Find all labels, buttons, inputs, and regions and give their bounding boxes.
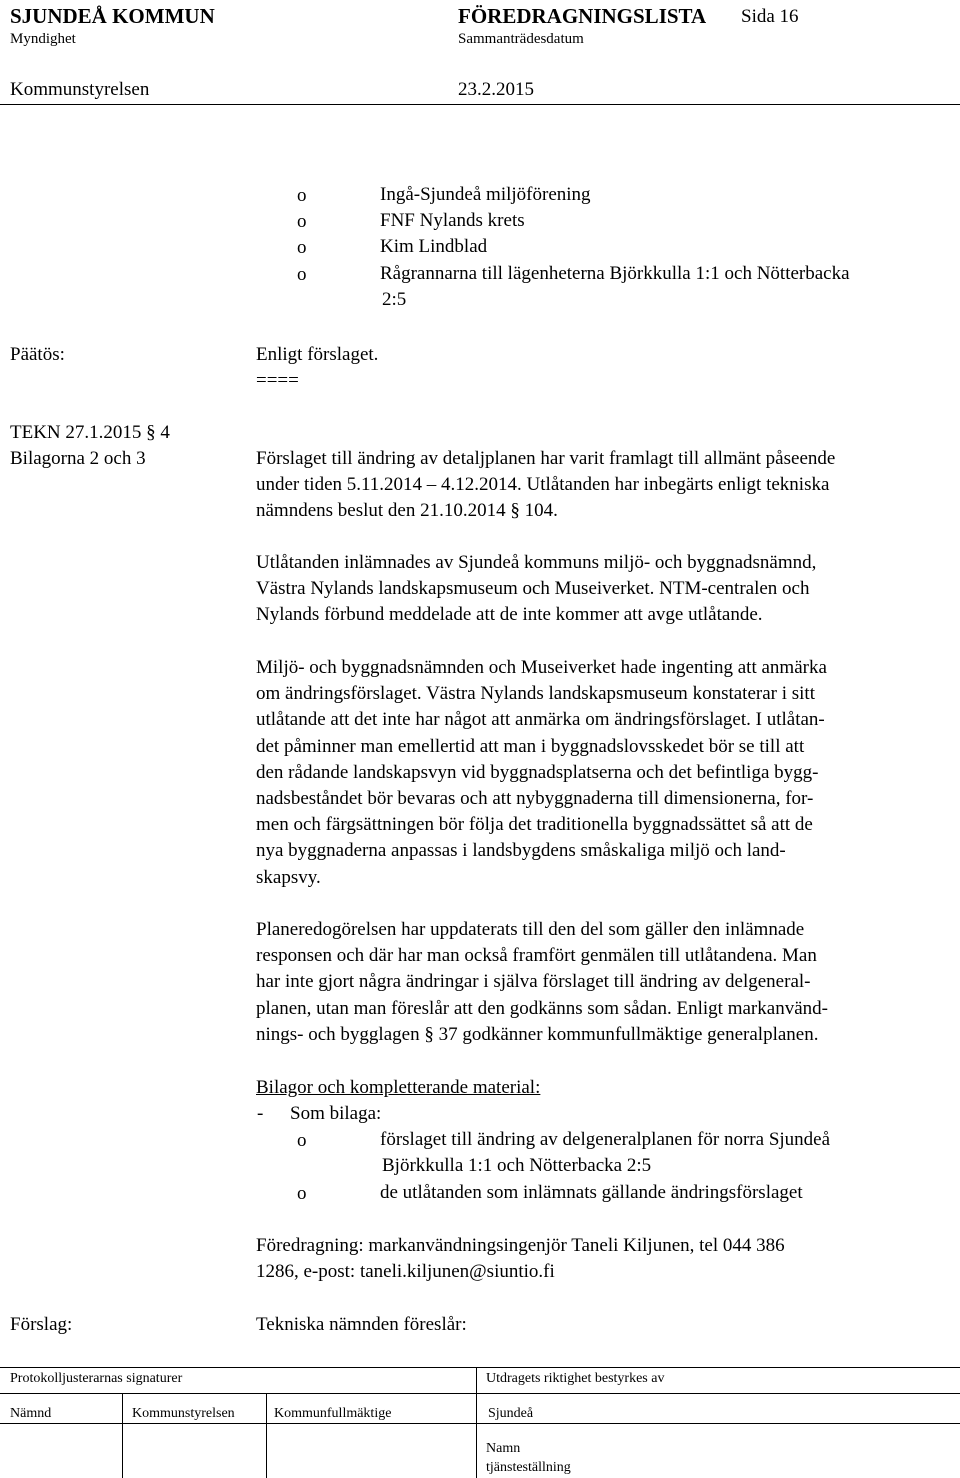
paragraph-line: Nylands förbund meddelade att de inte kommer att avge utlåtande. <box>256 604 763 626</box>
item-reference: TEKN 27.1.2015 § 4 <box>10 422 170 443</box>
proposal-text: Tekniska nämnden föreslår: <box>256 1314 467 1335</box>
paragraph-line: under tiden 5.11.2014 – 4.12.2014. Utlåtanden har inbegärts enligt tekniska <box>256 474 830 496</box>
date-label: Sammanträdesdatum <box>458 31 584 47</box>
paragraph-line: planen, utan man föreslår att den godkänns som sådan. Enligt markanvänd- <box>256 997 828 1019</box>
signature-column-council: Kommunfullmäktige <box>274 1406 392 1421</box>
bullet-marker: o <box>297 1130 307 1151</box>
decision-separator: ==== <box>256 370 299 391</box>
bullet-marker: o <box>297 264 307 285</box>
recipient-item: Rågrannarna till lägenheterna Björkkulla 1:1 och Nötterbacka <box>380 263 850 284</box>
dash-marker: - <box>257 1103 264 1124</box>
signature-column-board: Nämnd <box>10 1406 52 1421</box>
attachment-item: de utlåtanden som inlämnats gällande ändringsförslaget <box>380 1182 803 1203</box>
attachments-heading: Bilagor och kompletterande material: <box>256 1077 541 1098</box>
paragraph-line: Utlåtanden inlämnades av Sjundeå kommuns miljö- och byggnadsnämnd, <box>256 552 817 573</box>
bullet-marker: o <box>297 185 307 206</box>
paragraph-line: utlåtande att det inte har något att anmärka om ändringsförslaget. I utlåtan- <box>256 709 825 731</box>
paragraph-line: har inte gjort några ändringar i själva förslaget till ändring av delgeneral- <box>256 971 811 993</box>
recipient-item: FNF Nylands krets <box>380 210 525 231</box>
bullet-marker: o <box>297 237 307 258</box>
document-type: FÖREDRAGNINGSLISTA <box>458 4 707 28</box>
footer-column-divider <box>266 1393 267 1478</box>
paragraph-line: Västra Nylands landskapsmuseum och Museiverket. NTM-centralen och <box>256 578 810 600</box>
paragraph-line: om ändringsförslaget. Västra Nylands landskapsmuseum konstaterar i sitt <box>256 683 815 705</box>
paragraph-line: responsen och där har man också framfört genmälen till utlåtandena. Man <box>256 945 817 967</box>
footer-top-border <box>0 1367 960 1368</box>
authority-value: Kommunstyrelsen <box>10 79 150 100</box>
recipient-item: Kim Lindblad <box>380 236 488 257</box>
footer-column-divider <box>476 1367 477 1478</box>
bullet-marker: o <box>297 211 307 232</box>
paragraph-line: det påminner man emellertid att man i byggnadslovsskedet bör se till att <box>256 735 805 757</box>
attachment-item: förslaget till ändring av delgeneralplanen för norra Sjundeå <box>380 1129 831 1150</box>
paragraph <box>256 655 946 891</box>
certification-place: Sjundeå <box>488 1406 534 1421</box>
signature-column-executive: Kommunstyrelsen <box>132 1406 235 1421</box>
paragraph <box>256 446 946 525</box>
certified-label: Utdragets riktighet bestyrkes av <box>486 1371 665 1386</box>
authority-label: Myndighet <box>10 31 76 47</box>
proposal-label: Förslag: <box>10 1314 73 1335</box>
organization-name: SJUNDEÅ KOMMUN <box>10 4 215 28</box>
paragraph-line: nämndens beslut den 21.10.2014 § 104. <box>256 500 558 522</box>
header-divider <box>0 104 960 105</box>
presenter-line: Föredragning: markanvändningsingenjör Taneli Kiljunen, tel 044 386 <box>256 1235 785 1256</box>
footer-row-divider <box>0 1393 960 1394</box>
decision-label: Päätös: <box>10 344 65 365</box>
signatures-label: Protokolljusterarnas signaturer <box>10 1371 183 1386</box>
paragraph-line: nadsbeståndet bör bevaras och att nybyggnaderna till dimensionerna, for- <box>256 788 814 810</box>
bullet-marker: o <box>297 1183 307 1204</box>
attachment-item-continued: Björkkulla 1:1 och Nötterbacka 2:5 <box>382 1155 652 1176</box>
paragraph-line: nya byggnaderna anpassas i landsbygdens småskaliga miljö och land- <box>256 840 786 862</box>
paragraph-line: men och färgsättningen bör följa det traditionella byggnadssättet så att de <box>256 814 813 836</box>
paragraph-line: skapsvy. <box>256 866 321 888</box>
paragraph-line: Förslaget till ändring av detaljplanen har varit framlagt till allmänt påseende <box>256 448 836 469</box>
paragraph <box>256 550 946 629</box>
paragraph-line: Miljö- och byggnadsnämnden och Museiverket hade ingenting att anmärka <box>256 657 827 678</box>
attachments-subheading: Som bilaga: <box>290 1103 382 1124</box>
attachments-reference: Bilagorna 2 och 3 <box>10 448 146 469</box>
meeting-date: 23.2.2015 <box>458 79 534 100</box>
paragraph-line: Planeredogörelsen har uppdaterats till den del som gäller den inlämnade <box>256 919 805 940</box>
footer-column-divider <box>122 1393 123 1478</box>
paragraph-line: nings- och bygglagen § 37 godkänner kommunfullmäktige generalplanen. <box>256 1023 819 1045</box>
certifier-position-label: tjänsteställning <box>486 1460 571 1475</box>
footer-row-divider <box>0 1423 960 1424</box>
presenter-contact: 1286, e-post: taneli.kiljunen@siuntio.fi <box>256 1261 555 1282</box>
decision-text: Enligt förslaget. <box>256 344 379 365</box>
recipient-item-continued: 2:5 <box>382 289 407 310</box>
paragraph-line: den rådande landskapsvyn vid byggnadsplatserna och det befintliga bygg- <box>256 761 819 783</box>
page-number: Sida 16 <box>741 6 799 27</box>
recipient-item: Ingå-Sjundeå miljöförening <box>380 184 591 205</box>
paragraph <box>256 917 946 1048</box>
certifier-name-label: Namn <box>486 1441 521 1456</box>
